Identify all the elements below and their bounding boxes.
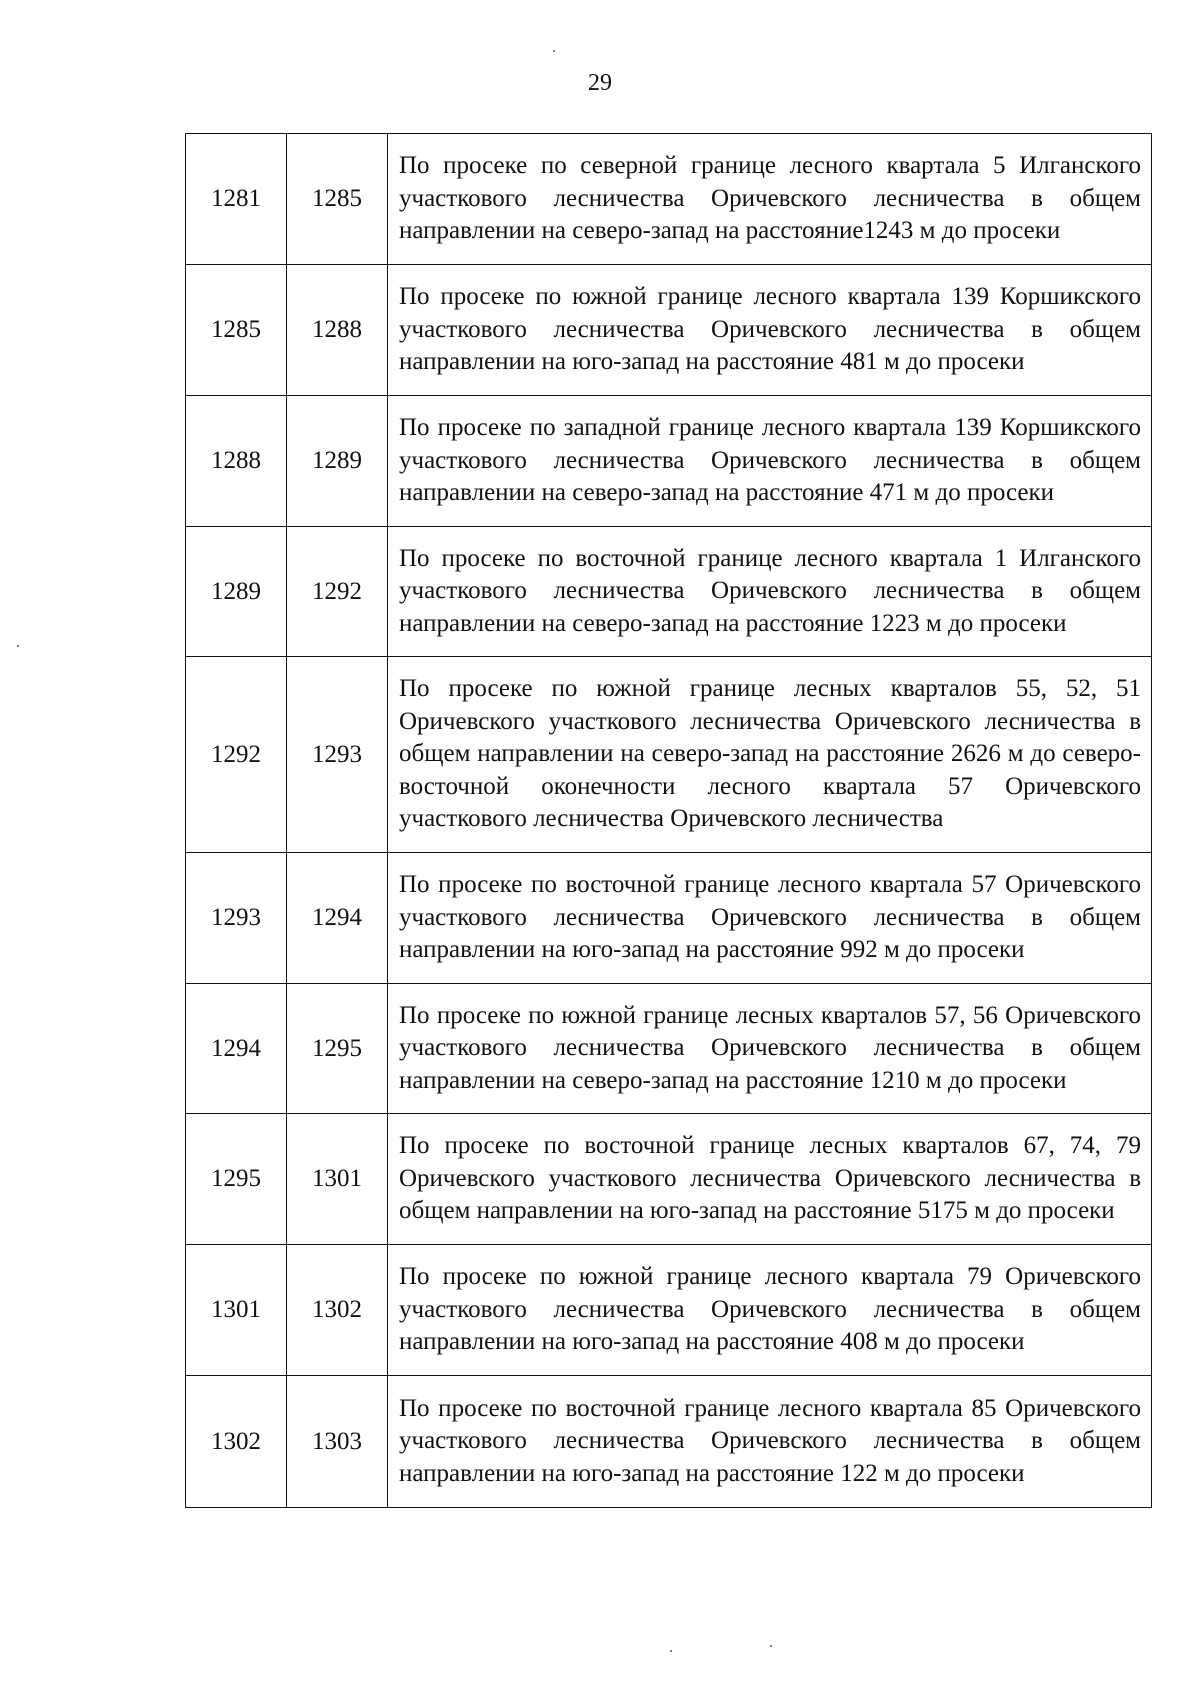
point-from-cell: 1295	[186, 1114, 287, 1245]
table-row	[186, 396, 1152, 527]
point-from-cell: 1294	[186, 984, 287, 1114]
boundary-description-cell: По просеке по западной границе лесного квартала 139 Коршикского участкового лесничества Оричевского лесничества в общем направлении на северо-запад на расстояние 471 м до просеки	[388, 396, 1152, 527]
point-to-cell: 1288	[287, 265, 388, 396]
boundary-description-cell: По просеке по восточной границе лесных кварталов 67, 74, 79 Оричевского участкового лесничества Оричевского лесничества в общем направлении на юго-запад на расстояние 5175 м до просеки	[388, 1114, 1152, 1245]
boundary-description-cell: По просеке по восточной границе лесного квартала 1 Илганского участкового лесничества Оричевского лесничества в общем направлении на северо-запад на расстояние 1223 м до просеки	[388, 527, 1152, 657]
boundary-table-body	[186, 134, 1152, 1508]
point-to-cell: 1295	[287, 984, 388, 1114]
point-from-cell: 1302	[186, 1376, 287, 1508]
table-row	[186, 265, 1152, 396]
page-number: 29	[588, 70, 612, 96]
table-row	[186, 527, 1152, 657]
point-to-cell: 1289	[287, 396, 388, 527]
point-to-cell: 1302	[287, 1245, 388, 1376]
table-row	[186, 1245, 1152, 1376]
point-to-cell: 1303	[287, 1376, 388, 1508]
boundary-description-cell: По просеке по южной границе лесных кварталов 55, 52, 51 Оричевского участкового лесничества Оричевского лесничества в общем направлении на северо-запад на расстояние 2626 м до северо-восточной оконечности лесного квартала 57 Оричевского участкового лесничества Оричевского лесничества	[388, 657, 1152, 853]
table-row	[186, 853, 1152, 984]
table-row	[186, 657, 1152, 853]
scan-speck	[553, 50, 555, 52]
table-row	[186, 1114, 1152, 1245]
point-from-cell: 1289	[186, 527, 287, 657]
boundary-description-cell: По просеке по восточной границе лесного квартала 57 Оричевского участкового лесничества Оричевского лесничества в общем направлении на юго-запад на расстояние 992 м до просеки	[388, 853, 1152, 984]
point-from-cell: 1293	[186, 853, 287, 984]
point-to-cell: 1301	[287, 1114, 388, 1245]
scan-speck	[670, 1650, 672, 1652]
boundary-description-cell: По просеке по северной границе лесного квартала 5 Илганского участкового лесничества Оричевского лесничества в общем направлении на северо-запад на расстояние1243 м до просеки	[388, 134, 1152, 265]
point-to-cell: 1292	[287, 527, 388, 657]
boundary-description-cell: По просеке по восточной границе лесного квартала 85 Оричевского участкового лесничества Оричевского лесничества в общем направлении на юго-запад на расстояние 122 м до просеки	[388, 1376, 1152, 1508]
point-from-cell: 1301	[186, 1245, 287, 1376]
point-from-cell: 1281	[186, 134, 287, 265]
point-from-cell: 1288	[186, 396, 287, 527]
table-row	[186, 1376, 1152, 1508]
point-from-cell: 1285	[186, 265, 287, 396]
boundary-description-cell: По просеке по южной границе лесного квартала 79 Оричевского участкового лесничества Оричевского лесничества в общем направлении на юго-запад на расстояние 408 м до просеки	[388, 1245, 1152, 1376]
scan-speck	[770, 1645, 772, 1647]
scan-speck	[17, 645, 19, 647]
point-to-cell: 1294	[287, 853, 388, 984]
table-row	[186, 134, 1152, 265]
boundary-description-cell: По просеке по южной границе лесного квартала 139 Коршикского участкового лесничества Оричевского лесничества в общем направлении на юго-запад на расстояние 481 м до просеки	[388, 265, 1152, 396]
point-from-cell: 1292	[186, 657, 287, 853]
boundary-description-cell: По просеке по южной границе лесных кварталов 57, 56 Оричевского участкового лесничества Оричевского лесничества в общем направлении на северо-запад на расстояние 1210 м до просеки	[388, 984, 1152, 1114]
point-to-cell: 1285	[287, 134, 388, 265]
boundary-table	[185, 133, 1152, 1508]
point-to-cell: 1293	[287, 657, 388, 853]
table-row	[186, 984, 1152, 1114]
